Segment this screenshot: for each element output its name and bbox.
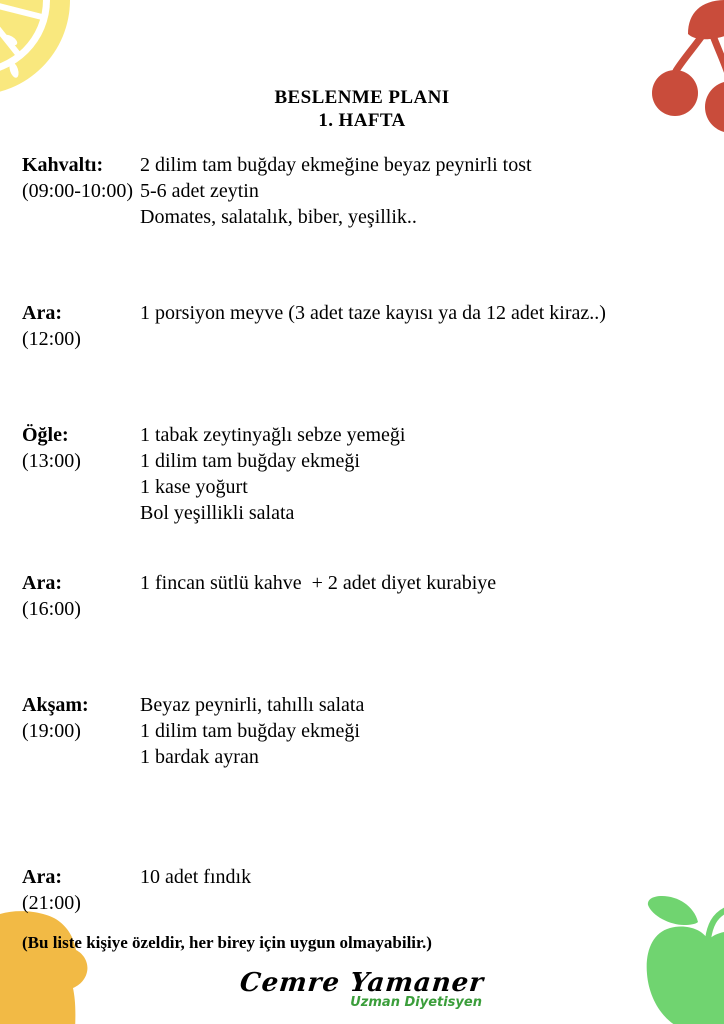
meal-label: Ara: [22,302,62,324]
meal-label-column [22,300,140,352]
meal-label: Ara: [22,572,62,594]
meal-label: Ara: [22,866,62,888]
meal-line: 1 fincan sütlü kahve + 2 adet diyet kurabiye [140,572,497,594]
meal-time: (13:00) [22,450,81,472]
meal-line: Domates, salatalık, biber, yeşillik.. [140,206,417,228]
meal-items [140,152,532,230]
disclaimer-note: (Bu liste kişiye özeldir, her birey için uygun olmayabilir.) [22,933,432,952]
meal-items [140,422,405,526]
meal-time: (19:00) [22,720,81,742]
meal-items [140,300,606,326]
meal-section [22,864,251,916]
meal-line: 1 porsiyon meyve (3 adet taze kayısı ya da 12 adet kiraz..) [140,302,606,324]
meal-section [22,152,532,230]
meal-time: (21:00) [22,892,81,914]
meal-line: 1 tabak zeytinyağlı sebze yemeği [140,424,406,446]
meal-section [22,692,364,770]
meal-line: 1 kase yoğurt [140,476,248,498]
meal-section [22,570,496,622]
meal-section [22,422,405,526]
meal-label: Akşam: [22,694,89,716]
meal-label-column [22,692,140,744]
page-title-line1: BESLENME PLANI [274,87,450,108]
meal-time: (16:00) [22,598,81,620]
page-title-line2: 1. HAFTA [318,110,406,131]
meal-items [140,864,251,890]
meal-items [140,570,496,596]
meal-label: Öğle: [22,424,69,446]
meal-label-column [22,864,140,916]
dietitian-name: Cemre Yamaner [238,968,486,998]
meal-label: Kahvaltı: [22,154,104,176]
meal-line: 1 dilim tam buğday ekmeği [140,450,360,472]
meal-time: (12:00) [22,328,81,350]
meal-line: 2 dilim tam buğday ekmeğine beyaz peynirli tost [140,154,532,176]
meal-label-column [22,152,140,204]
meal-line: 10 adet fındık [140,866,252,888]
meal-line: Beyaz peynirli, tahıllı salata [140,694,365,716]
meal-line: Bol yeşillikli salata [140,502,295,524]
meal-section [22,300,606,352]
signature-block [0,969,724,1011]
meal-label-column [22,422,140,474]
meal-line: 1 bardak ayran [140,746,259,768]
meal-label-column [22,570,140,622]
dietitian-title: Uzman Diyetisyen [350,995,482,1010]
meal-line: 5-6 adet zeytin [140,180,259,202]
meal-time: (09:00-10:00) [22,180,134,202]
meal-items [140,692,364,770]
meal-line: 1 dilim tam buğday ekmeği [140,720,360,742]
